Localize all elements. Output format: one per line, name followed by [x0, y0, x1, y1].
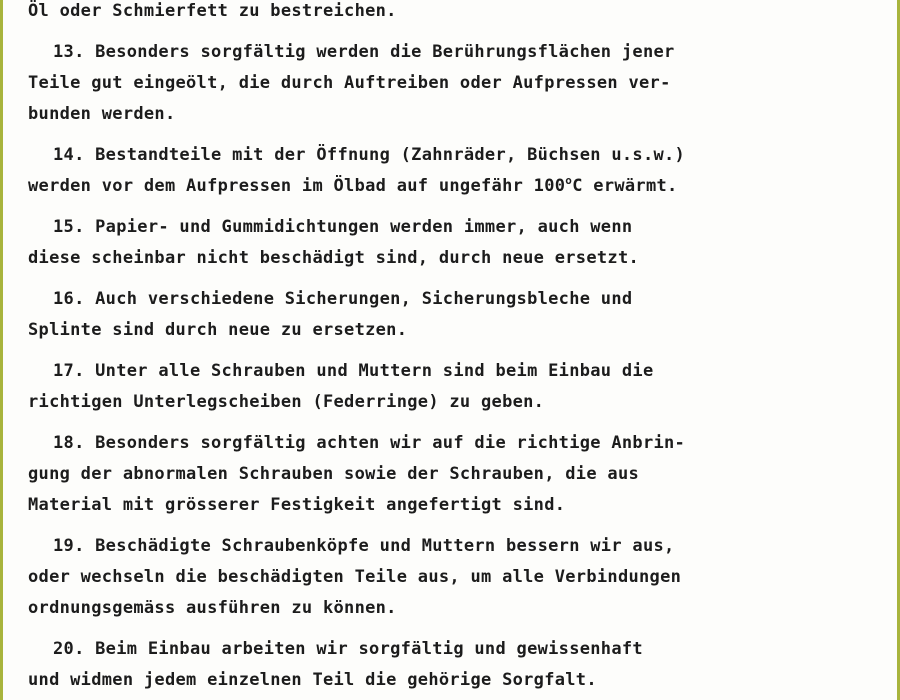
- item-16: [28, 284, 878, 346]
- item-line: 15. Papier- und Gummidichtungen werden immer, auch wenn: [53, 217, 633, 237]
- item-20: [28, 634, 878, 696]
- item-18: [28, 428, 878, 521]
- item-line: 17. Unter alle Schrauben und Muttern sind beim Einbau die: [53, 361, 654, 381]
- item-line-part: C erwärmt.: [572, 176, 678, 196]
- item-line: gung der abnormalen Schrauben sowie der Schrauben, die aus: [28, 464, 640, 484]
- item-line: diese scheinbar nicht beschädigt sind, durch neue ersetzt.: [28, 248, 640, 268]
- item-14: [28, 140, 878, 202]
- item-line: Material mit grösserer Festigkeit angefertigt sind.: [28, 495, 566, 515]
- document-text: [28, 0, 878, 696]
- page-border-left: [0, 0, 3, 700]
- item-13: [28, 37, 878, 130]
- item-line: 13. Besonders sorgfältig werden die Berührungsflächen jener: [53, 42, 675, 62]
- item-line: richtigen Unterlegscheiben (Federringe) zu geben.: [28, 392, 545, 412]
- item-19: [28, 531, 878, 624]
- item-line: 16. Auch verschiedene Sicherungen, Sicherungsbleche und: [53, 289, 633, 309]
- item-line-part: werden vor dem Aufpressen im Ölbad auf ungefähr 100: [28, 176, 566, 196]
- item-15: [28, 212, 878, 274]
- item-line: 19. Beschädigte Schraubenköpfe und Muttern bessern wir aus,: [53, 536, 675, 556]
- item-line: 14. Bestandteile mit der Öffnung (Zahnräder, Büchsen u.s.w.): [53, 145, 686, 165]
- item-line: bunden werden.: [28, 104, 176, 124]
- item-line: [28, 171, 878, 202]
- item-line: 20. Beim Einbau arbeiten wir sorgfältig und gewissenhaft: [53, 639, 643, 659]
- degree-superscript: o: [565, 174, 573, 187]
- item-line: oder wechseln die beschädigten Teile aus, um alle Verbindungen: [28, 567, 682, 587]
- item-line: Splinte sind durch neue zu ersetzen.: [28, 320, 408, 340]
- item-17: [28, 356, 878, 418]
- item-line: ordnungsgemäss ausführen zu können.: [28, 598, 397, 618]
- intro-line: Öl oder Schmierfett zu bestreichen.: [28, 1, 397, 21]
- item-line: Teile gut eingeölt, die durch Auftreiben oder Aufpressen ver-: [28, 73, 671, 93]
- item-line: 18. Besonders sorgfältig achten wir auf die richtige Anbrin-: [53, 433, 686, 453]
- item-line: und widmen jedem einzelnen Teil die gehörige Sorgfalt.: [28, 670, 597, 690]
